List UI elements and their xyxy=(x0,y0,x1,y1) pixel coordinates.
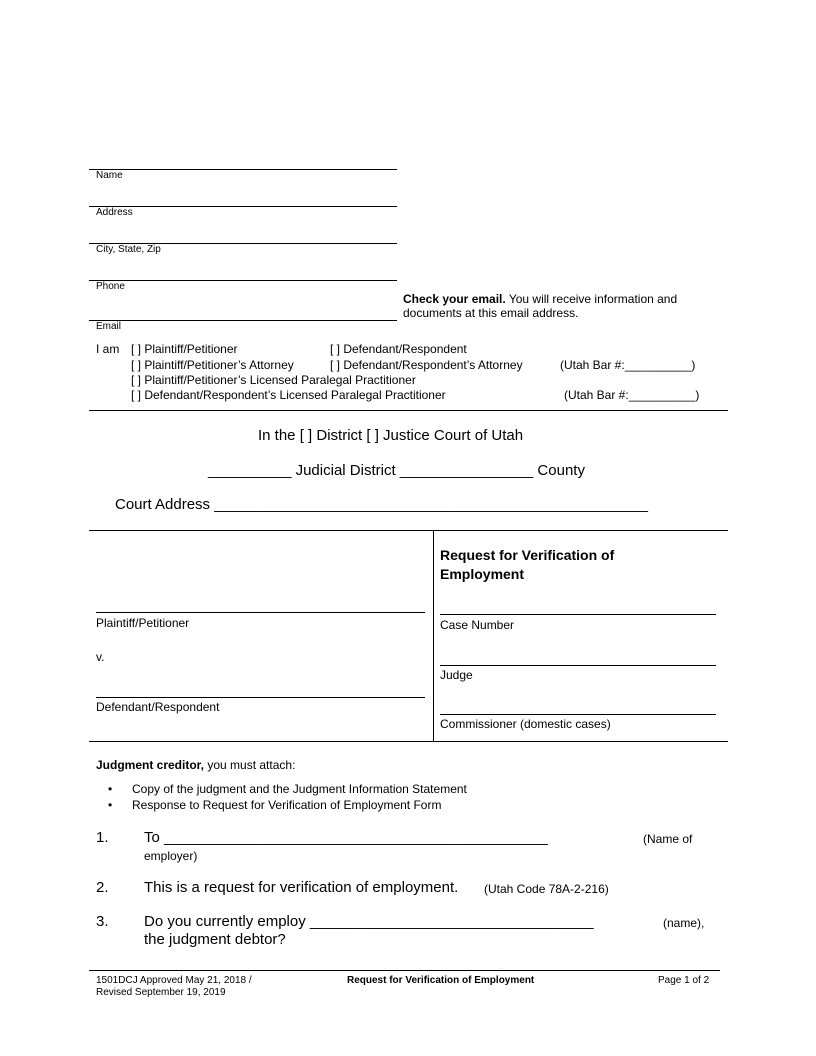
item-number: 2. xyxy=(96,879,109,896)
debtor-question-line2: the judgment debtor? xyxy=(144,931,286,948)
employer-name-field[interactable]: To ______________________________________________ xyxy=(144,829,548,846)
name-label: Name xyxy=(96,170,123,181)
page-number: Page 1 of 2 xyxy=(658,975,710,986)
verification-request-text: This is a request for verification of employment. xyxy=(144,879,459,896)
address-line[interactable] xyxy=(89,206,397,207)
judicial-district-line[interactable]: __________ Judicial District ________________ County xyxy=(208,462,585,479)
bullet-item: Copy of the judgment and the Judgment Information Statement xyxy=(132,782,467,796)
form-number-line2: Revised September 19, 2019 xyxy=(96,987,226,998)
footer-title: Request for Verification of Employment xyxy=(347,975,535,986)
bullet-icon: • xyxy=(108,798,113,812)
email-note-line1: You will receive information and xyxy=(505,292,678,306)
judge-line[interactable] xyxy=(440,665,716,666)
email-line[interactable] xyxy=(89,320,397,321)
defendant-label: Defendant/Respondent xyxy=(96,700,220,714)
utah-code-reference: (Utah Code 78A-2-216) xyxy=(484,882,609,896)
court-type-line[interactable]: In the [ ] District [ ] Justice Court of Utah xyxy=(258,427,524,444)
utah-bar-number-1[interactable]: (Utah Bar #:__________) xyxy=(560,358,696,372)
phone-label: Phone xyxy=(96,281,125,292)
case-number-line[interactable] xyxy=(440,614,716,615)
utah-bar-number-2[interactable]: (Utah Bar #:__________) xyxy=(564,388,700,402)
checkbox-plaintiff-paralegal[interactable]: [ ] Plaintiff/Petitioner’s Licensed Paralegal Practitioner xyxy=(131,373,416,387)
footer-divider xyxy=(89,970,720,971)
item-number: 3. xyxy=(96,913,109,930)
versus-label: v. xyxy=(96,650,105,664)
document-title-line2: Employment xyxy=(440,566,525,582)
commissioner-line[interactable] xyxy=(440,714,716,715)
court-address-line[interactable]: Court Address ____________________________________________________ xyxy=(115,496,649,513)
city-state-zip-label: City, State, Zip xyxy=(96,244,161,255)
checkbox-plaintiff-attorney[interactable]: [ ] Plaintiff/Petitioner’s Attorney xyxy=(131,358,294,372)
plaintiff-label: Plaintiff/Petitioner xyxy=(96,616,190,630)
caption-divider xyxy=(433,530,434,741)
item-number: 1. xyxy=(96,829,109,846)
instructions-lead-bold: Judgment creditor, xyxy=(96,758,205,772)
document-title xyxy=(440,546,614,584)
debtor-name-field[interactable]: Do you currently employ __________________________________ xyxy=(144,913,594,930)
form-number-line1: 1501DCJ Approved May 21, 2018 / xyxy=(96,975,252,986)
email-note xyxy=(403,292,677,320)
checkbox-defendant-paralegal[interactable]: [ ] Defendant/Respondent’s Licensed Paralegal Practitioner xyxy=(131,388,446,402)
form-number xyxy=(96,975,252,999)
email-note-line2: documents at this email address. xyxy=(403,306,579,320)
instructions-lead-rest: you must attach: xyxy=(204,758,296,772)
email-label: Email xyxy=(96,321,122,332)
debtor-name-suffix: (name), xyxy=(663,916,705,930)
employer-name-suffix: (Name of xyxy=(643,832,693,846)
name-line[interactable] xyxy=(89,169,397,170)
plaintiff-line[interactable] xyxy=(96,612,425,613)
commissioner-label: Commissioner (domestic cases) xyxy=(440,717,611,731)
judge-label: Judge xyxy=(440,668,473,682)
document-title-line1: Request for Verification of xyxy=(440,547,615,563)
bullet-item: Response to Request for Verification of Employment Form xyxy=(132,798,442,812)
caption-bottom-border xyxy=(89,741,728,742)
instructions-lead xyxy=(96,758,295,772)
checkbox-defendant-attorney[interactable]: [ ] Defendant/Respondent’s Attorney xyxy=(330,358,523,372)
employer-name-suffix-line2: employer) xyxy=(144,849,198,863)
defendant-line[interactable] xyxy=(96,697,425,698)
email-note-bold: Check your email. xyxy=(403,292,506,306)
role-divider xyxy=(89,410,728,411)
checkbox-plaintiff[interactable]: [ ] Plaintiff/Petitioner xyxy=(131,342,238,356)
case-number-label: Case Number xyxy=(440,618,515,632)
bullet-icon: • xyxy=(108,782,113,796)
caption-top-border xyxy=(89,530,728,531)
checkbox-defendant[interactable]: [ ] Defendant/Respondent xyxy=(330,342,467,356)
phone-line[interactable] xyxy=(89,280,397,281)
address-label: Address xyxy=(96,207,133,218)
i-am-label: I am xyxy=(96,342,120,356)
